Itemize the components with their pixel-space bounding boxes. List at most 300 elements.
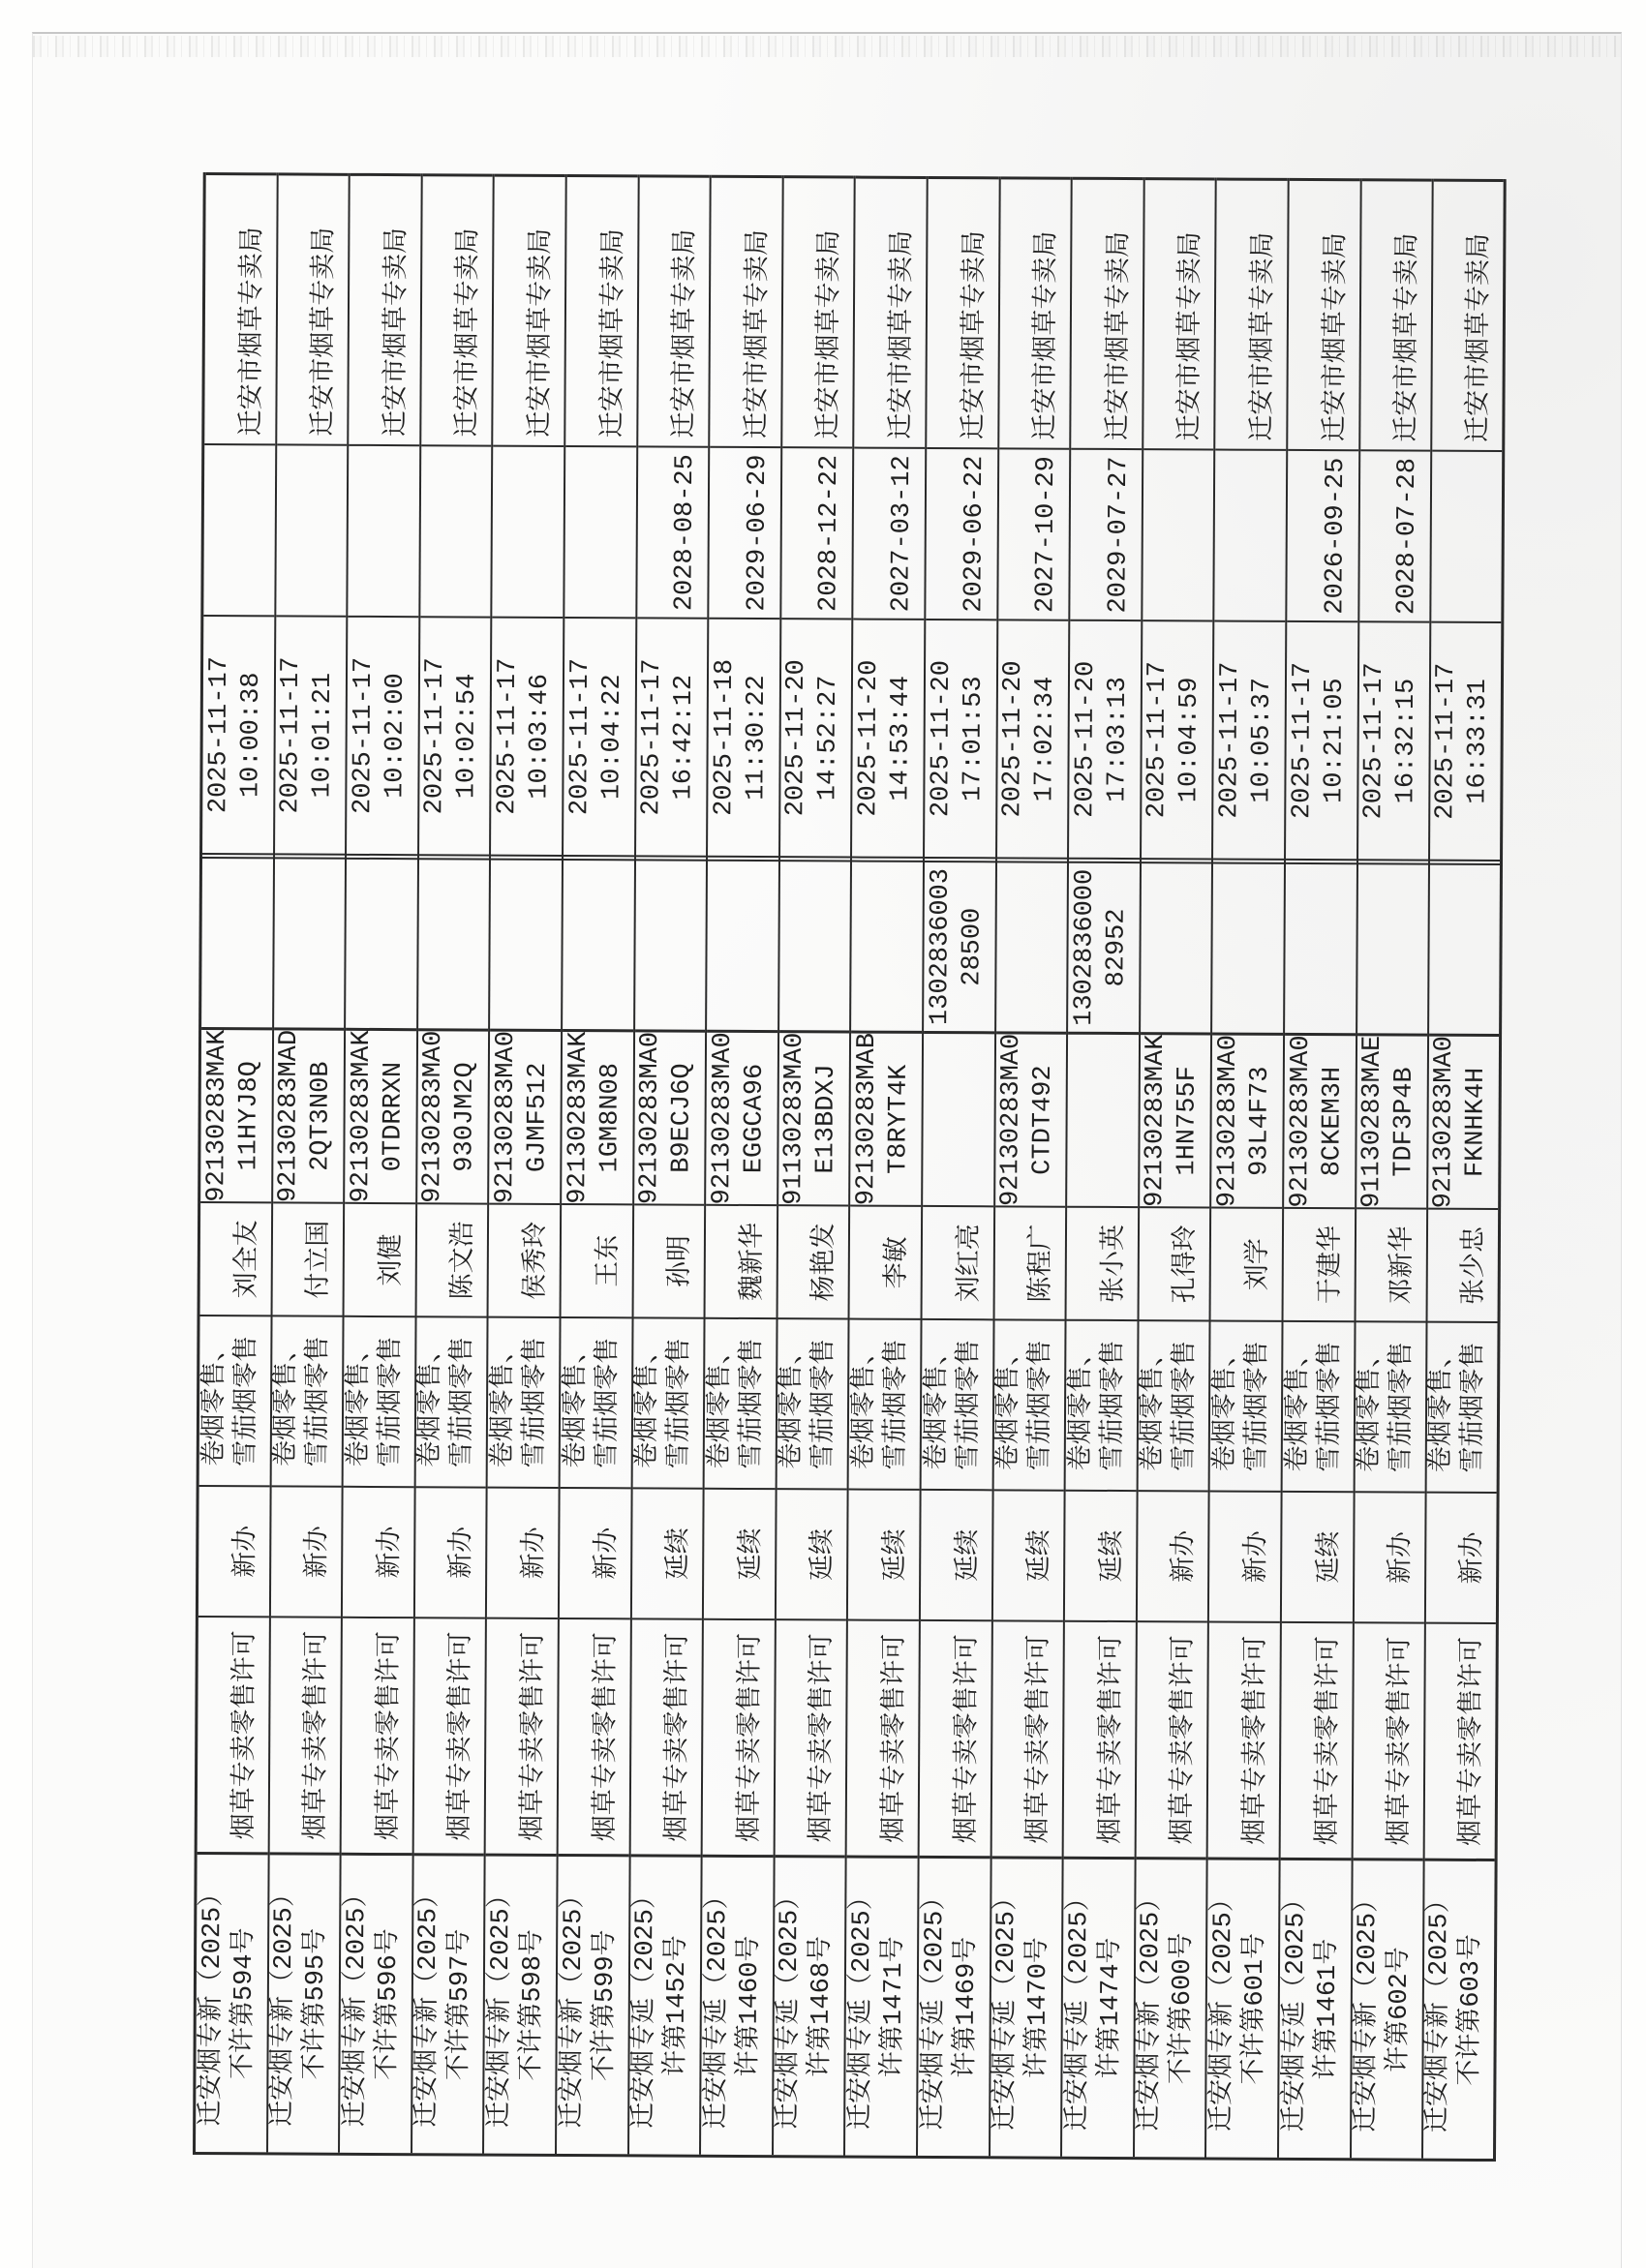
license-type-cell: 烟草专卖零售许可 [1353, 1621, 1424, 1858]
issuing-authority-cell: 迁安市烟草专卖局 [204, 172, 276, 443]
application-type-cell: 延续 [992, 1489, 1063, 1619]
license-number-line: 迁安烟专延（2025） [630, 1882, 661, 2129]
license-number-line: 不许第600号 [1168, 1932, 1199, 2085]
business-scope-line: 雪茄烟零售 [232, 1335, 263, 1467]
credit-code-line: 92130283MAK [346, 1030, 377, 1203]
license-number-cell [340, 1853, 412, 2153]
credit-code-cell [490, 1029, 562, 1203]
decision-clock: 17:02:34 [1030, 676, 1061, 802]
business-scope-line: 卷烟零售、 [200, 1335, 231, 1467]
business-scope-line: 卷烟零售、 [994, 1339, 1025, 1470]
license-number-cell [1062, 1857, 1134, 2157]
business-scope-line: 卷烟零售、 [272, 1335, 303, 1467]
decision-clock: 10:04:22 [596, 674, 627, 801]
decision-clock: 11:30:22 [742, 675, 772, 801]
business-scope-cell [1283, 1320, 1355, 1491]
decision-date: 2025-11-17 [1287, 661, 1318, 820]
license-number-cell [774, 1855, 845, 2155]
valid-until-cell [1431, 450, 1502, 621]
business-scope-cell [199, 1315, 271, 1485]
scan-noise-band [33, 36, 1621, 57]
decision-date: 2025-11-17 [203, 656, 234, 814]
business-scope-line: 雪茄烟零售 [377, 1336, 408, 1467]
table-row [557, 174, 639, 2154]
credit-code-line: 11HYJ8Q [233, 1061, 264, 1171]
valid-until-cell: 2028-08-25 [637, 445, 709, 617]
application-type-cell: 延续 [1282, 1491, 1353, 1621]
credit-code-cell [706, 1030, 777, 1204]
license-table [193, 172, 1507, 2162]
id-number-line: 28500 [957, 907, 988, 986]
decision-time-cell [852, 619, 924, 857]
decision-clock: 16:42:12 [669, 674, 700, 801]
license-type-cell: 烟草专卖零售许可 [342, 1617, 413, 1853]
id-number-cell [851, 857, 923, 1031]
issuing-authority-cell: 迁安市烟草专卖局 [638, 174, 710, 445]
decision-clock: 17:03:13 [1103, 677, 1133, 802]
table-row [484, 174, 566, 2154]
decision-date: 2025-11-17 [493, 657, 524, 815]
id-number-cell [707, 856, 778, 1030]
issuing-authority-cell: 迁安市烟草专卖局 [1143, 177, 1215, 448]
holder-name-cell: 杨艳发 [777, 1204, 848, 1317]
business-scope-line: 卷烟零售、 [706, 1338, 737, 1469]
business-scope-line: 卷烟零售、 [417, 1336, 447, 1467]
decision-date: 2025-11-20 [854, 659, 885, 817]
application-type-cell: 新办 [343, 1486, 413, 1617]
business-scope-cell [632, 1316, 704, 1487]
issuing-authority-cell: 迁安市烟草专卖局 [927, 176, 998, 447]
table-row [196, 172, 278, 2152]
holder-name-cell: 陈程广 [994, 1205, 1065, 1318]
decision-time-cell [1286, 620, 1357, 859]
valid-until-cell: 2027-10-29 [998, 447, 1070, 619]
license-type-cell: 烟草专卖零售许可 [198, 1616, 269, 1852]
business-scope-line: 雪茄烟零售 [521, 1337, 552, 1468]
holder-name-cell: 孔得玲 [1139, 1206, 1209, 1319]
holder-name-cell: 刘全友 [200, 1201, 271, 1315]
id-number-line: 82952 [1102, 908, 1132, 987]
license-number-line: 许第1461号 [1312, 1938, 1343, 2080]
valid-until-cell: 2029-06-22 [926, 447, 997, 619]
holder-name-cell: 李敏 [850, 1205, 921, 1318]
license-number-line: 迁安烟专延（2025） [847, 1884, 878, 2131]
holder-name-cell: 付立国 [272, 1201, 343, 1315]
issuing-authority-cell: 迁安市烟草专卖局 [710, 175, 781, 446]
license-type-cell: 烟草专卖零售许可 [1064, 1620, 1136, 1857]
business-scope-cell [922, 1318, 993, 1489]
decision-time-cell [1358, 620, 1430, 859]
decision-date: 2025-11-20 [781, 659, 812, 817]
decision-time-cell [997, 619, 1069, 857]
table-row [918, 176, 1000, 2156]
business-scope-cell [1355, 1320, 1426, 1491]
application-type-cell: 延续 [631, 1487, 702, 1618]
id-number-cell [1068, 858, 1140, 1032]
decision-clock: 10:02:00 [381, 673, 411, 799]
credit-code-cell [1140, 1032, 1211, 1206]
decision-time-cell [1069, 620, 1141, 858]
table-row [1351, 178, 1433, 2158]
license-number-cell [268, 1852, 340, 2152]
license-number-line: 许第1470号 [1023, 1937, 1054, 2079]
license-type-cell: 烟草专卖零售许可 [1208, 1620, 1280, 1857]
credit-code-line: 92130283MAK [201, 1029, 232, 1202]
business-scope-line: 卷烟零售、 [1427, 1342, 1458, 1473]
decision-date: 2025-11-17 [1143, 661, 1174, 819]
decision-time-cell [419, 616, 491, 854]
decision-date: 2025-11-17 [276, 656, 307, 814]
license-number-line: 迁安烟专新（2025） [1353, 1886, 1384, 2132]
credit-code-line: E13BDXJ [811, 1064, 842, 1174]
id-number-cell [635, 855, 707, 1029]
credit-code-cell [1284, 1033, 1356, 1207]
credit-code-line: CTDT492 [1028, 1065, 1059, 1175]
license-number-line: 不许第594号 [229, 1927, 259, 2080]
credit-code-cell [634, 1029, 706, 1203]
valid-until-cell: 2027-03-12 [854, 447, 926, 619]
decision-time-cell [347, 616, 418, 854]
license-number-line: 迁安烟专新（2025） [486, 1882, 517, 2129]
valid-until-cell [276, 443, 348, 615]
decision-clock: 10:00:38 [235, 672, 266, 799]
business-scope-cell [849, 1318, 921, 1489]
business-scope-line: 雪茄烟零售 [1099, 1340, 1130, 1471]
decision-clock: 10:04:59 [1174, 677, 1205, 803]
id-number-cell [1357, 859, 1429, 1033]
id-number-cell [490, 855, 562, 1029]
id-number-cell [779, 856, 851, 1030]
application-type-cell: 新办 [198, 1485, 269, 1616]
issuing-authority-cell: 迁安市烟草专卖局 [782, 175, 854, 446]
issuing-authority-cell: 迁安市烟草专卖局 [494, 174, 565, 445]
business-scope-line: 雪茄烟零售 [1172, 1340, 1202, 1471]
business-scope-line: 雪茄烟零售 [882, 1339, 913, 1470]
credit-code-line: 92130283MA0 [1213, 1034, 1243, 1208]
id-number-cell [996, 857, 1068, 1031]
credit-code-line: EGGCA96 [740, 1063, 770, 1174]
valid-until-cell [420, 444, 492, 616]
license-number-cell [1279, 1858, 1351, 2158]
credit-code-line: 1GM8N08 [594, 1062, 625, 1173]
business-scope-line: 卷烟零售、 [1140, 1340, 1170, 1471]
application-type-cell: 延续 [704, 1488, 775, 1618]
id-number-cell [1141, 858, 1212, 1032]
decision-time-cell [925, 619, 996, 857]
license-type-cell: 烟草专卖零售许可 [703, 1618, 775, 1855]
id-number-cell [1429, 860, 1500, 1034]
valid-until-cell: 2029-07-27 [1070, 448, 1142, 620]
credit-code-line: 92130283MA0 [418, 1030, 449, 1203]
issuing-authority-cell: 迁安市烟草专卖局 [999, 176, 1071, 447]
decision-clock: 14:52:27 [813, 675, 844, 801]
license-number-line: 不许第601号 [1240, 1932, 1271, 2085]
application-type-cell: 延续 [921, 1489, 991, 1619]
table-row [1423, 179, 1506, 2159]
credit-code-line: T8RYT4K [884, 1064, 914, 1175]
business-scope-cell [1138, 1319, 1209, 1490]
credit-code-line: 91130283MAE [1357, 1035, 1388, 1209]
id-number-cell [418, 854, 490, 1028]
credit-code-line: 91130283MA0 [779, 1032, 810, 1205]
business-scope-line: 雪茄烟零售 [1459, 1342, 1490, 1473]
business-scope-line: 雪茄烟零售 [955, 1339, 985, 1470]
table-row [340, 173, 422, 2153]
license-number-cell [845, 1856, 917, 2156]
table-row [991, 176, 1073, 2156]
credit-code-cell [1356, 1033, 1428, 1207]
license-number-line: 许第1474号 [1096, 1937, 1126, 2079]
business-scope-line: 雪茄烟零售 [665, 1338, 696, 1469]
decision-date: 2025-11-17 [1215, 661, 1245, 819]
application-type-cell: 新办 [271, 1485, 342, 1616]
license-number-line: 迁安烟专新（2025） [269, 1881, 300, 2127]
table-row [1279, 178, 1361, 2158]
issuing-authority-cell: 迁安市烟草专卖局 [349, 173, 420, 444]
decision-time-cell [491, 617, 563, 855]
license-type-cell: 烟草专卖零售许可 [847, 1619, 919, 1856]
business-scope-cell [1210, 1319, 1282, 1490]
decision-clock: 16:33:31 [1463, 679, 1494, 804]
credit-code-cell [995, 1031, 1067, 1205]
business-scope-line: 雪茄烟零售 [1243, 1341, 1274, 1472]
issuing-authority-cell: 迁安市烟草专卖局 [277, 172, 349, 443]
license-number-line: 许第602号 [1385, 1947, 1416, 2072]
business-scope-line: 雪茄烟零售 [449, 1336, 479, 1468]
credit-code-line: 8CKEM3H [1317, 1066, 1348, 1177]
decision-clock: 17:01:53 [958, 676, 989, 802]
decision-date: 2025-11-17 [349, 656, 379, 814]
business-scope-cell [705, 1317, 777, 1488]
license-type-cell: 烟草专卖零售许可 [630, 1618, 702, 1854]
issuing-authority-cell: 迁安市烟草专卖局 [1432, 179, 1503, 450]
valid-until-cell: 2026-09-25 [1287, 449, 1358, 620]
credit-code-line: 930JM2Q [450, 1062, 481, 1172]
business-scope-line: 卷烟零售、 [778, 1338, 808, 1469]
license-number-line: 不许第597号 [445, 1928, 476, 2081]
business-scope-line: 卷烟零售、 [562, 1337, 592, 1468]
business-scope-line: 雪茄烟零售 [304, 1336, 335, 1467]
decision-date: 2025-11-17 [637, 658, 668, 816]
business-scope-cell [415, 1315, 487, 1486]
decision-time-cell [1430, 621, 1501, 860]
decision-time-cell [275, 615, 347, 853]
business-scope-cell [1066, 1319, 1138, 1490]
credit-code-cell [923, 1031, 994, 1205]
credit-code-line: 92130283MA0 [707, 1032, 738, 1205]
credit-code-line: B9ECJ6Q [667, 1063, 698, 1173]
decision-clock: 10:21:05 [1319, 678, 1350, 804]
license-number-line: 不许第603号 [1456, 1934, 1487, 2086]
business-scope-line: 雪茄烟零售 [1026, 1340, 1057, 1471]
license-number-cell [484, 1854, 556, 2154]
decision-time-cell [1213, 620, 1285, 859]
business-scope-line: 雪茄烟零售 [738, 1338, 769, 1469]
holder-name-cell: 刘学 [1211, 1206, 1282, 1319]
decision-date: 2025-11-18 [709, 658, 740, 816]
license-type-cell: 烟草专卖零售许可 [1136, 1620, 1207, 1857]
credit-code-line: 92130283MA0 [996, 1033, 1027, 1207]
license-number-cell [991, 1856, 1062, 2156]
license-number-line: 迁安烟专新（2025） [558, 1882, 590, 2129]
id-number-cell [274, 853, 346, 1027]
table-row [1206, 178, 1289, 2158]
table-row [1135, 177, 1217, 2157]
valid-until-cell [203, 443, 275, 615]
holder-name-cell: 于建华 [1283, 1207, 1354, 1320]
business-scope-line: 卷烟零售、 [489, 1337, 520, 1468]
decision-time-cell [1142, 620, 1213, 858]
valid-until-cell [564, 445, 636, 617]
holder-name-cell: 刘红亮 [922, 1205, 992, 1318]
decision-time-cell [202, 615, 274, 853]
application-type-cell: 延续 [777, 1488, 847, 1618]
license-number-line: 许第1471号 [879, 1936, 910, 2078]
valid-until-cell [493, 445, 564, 617]
license-type-cell: 烟草专卖零售许可 [775, 1618, 846, 1855]
business-scope-cell [1427, 1321, 1498, 1492]
license-number-line: 迁安烟专延（2025） [702, 1883, 734, 2130]
table-row [774, 175, 856, 2155]
table-row [845, 176, 928, 2156]
license-number-line: 迁安烟专新（2025） [197, 1880, 229, 2127]
license-type-cell: 烟草专卖零售许可 [991, 1619, 1063, 1856]
license-type-cell: 烟草专卖零售许可 [413, 1617, 485, 1853]
application-type-cell: 延续 [1065, 1490, 1136, 1620]
valid-until-cell: 2029-06-29 [709, 446, 780, 618]
decision-clock: 14:53:44 [886, 675, 916, 801]
credit-code-line: 1HN755F [1173, 1066, 1204, 1176]
license-number-cell [557, 1854, 628, 2154]
business-scope-line: 卷烟零售、 [633, 1337, 664, 1469]
credit-code-line: 93L4F73 [1245, 1066, 1275, 1177]
holder-name-cell: 魏新华 [706, 1204, 777, 1317]
holder-name-cell: 邓新华 [1356, 1207, 1426, 1320]
business-scope-cell [488, 1316, 560, 1487]
license-type-cell: 烟草专卖零售许可 [559, 1618, 630, 1854]
id-number-cell [563, 855, 634, 1029]
issuing-authority-cell: 迁安市烟草专卖局 [1216, 178, 1288, 449]
credit-code-line: 92130283MAK [563, 1031, 594, 1204]
license-number-line: 迁安烟专新（2025） [1424, 1887, 1455, 2133]
business-scope-cell [777, 1317, 848, 1488]
holder-name-cell: 王东 [562, 1203, 632, 1316]
id-number-cell [346, 854, 417, 1028]
decision-date: 2025-11-17 [1359, 662, 1390, 820]
application-type-cell: 延续 [848, 1489, 919, 1619]
table-row [1062, 177, 1144, 2157]
id-number-line: 1302836000 [1069, 868, 1100, 1026]
id-number-cell [1285, 859, 1356, 1033]
valid-until-cell: 2028-07-28 [1359, 449, 1431, 620]
credit-code-line: 2QT3N0B [306, 1061, 337, 1171]
credit-code-line: 92130283MAB [852, 1032, 883, 1206]
license-number-line: 迁安烟专新（2025） [1208, 1886, 1239, 2132]
license-number-line: 迁安烟专延（2025） [1280, 1886, 1311, 2132]
decision-date: 2025-11-17 [1431, 662, 1462, 820]
license-number-line: 许第1469号 [951, 1936, 982, 2078]
credit-code-line: 0TDRRXN [379, 1061, 409, 1172]
issuing-authority-cell: 迁安市烟草专卖局 [1288, 178, 1359, 449]
table-row [412, 173, 495, 2153]
application-type-cell: 新办 [1209, 1490, 1280, 1620]
credit-code-cell [273, 1027, 345, 1201]
license-type-cell: 烟草专卖零售许可 [1281, 1621, 1353, 1858]
decision-date: 2025-11-20 [1070, 660, 1101, 818]
business-scope-cell [271, 1315, 343, 1485]
credit-code-cell [417, 1028, 489, 1202]
application-type-cell: 新办 [415, 1486, 486, 1617]
license-number-line: 迁安烟专新（2025） [341, 1881, 373, 2128]
credit-code-cell [345, 1028, 416, 1202]
decision-time-cell [780, 618, 852, 856]
license-number-cell [1206, 1857, 1278, 2157]
table-row [701, 175, 783, 2155]
id-number-cell [1212, 859, 1284, 1033]
issuing-authority-cell: 迁安市烟草专卖局 [855, 176, 927, 447]
license-number-line: 迁安烟专新（2025） [413, 1881, 444, 2128]
license-number-cell [918, 1856, 990, 2156]
license-number-cell [1135, 1857, 1206, 2157]
decision-date: 2025-11-20 [998, 660, 1029, 818]
valid-until-cell [349, 444, 420, 616]
license-number-line: 迁安烟专延（2025） [1063, 1885, 1095, 2132]
decision-clock: 10:01:21 [308, 672, 339, 799]
credit-code-line: 92130283MAD [274, 1029, 305, 1203]
decision-date: 2025-11-17 [564, 657, 595, 816]
decision-date: 2025-11-17 [420, 657, 451, 815]
business-scope-line: 雪茄烟零售 [594, 1337, 624, 1468]
license-number-line: 许第1468号 [807, 1935, 838, 2077]
license-number-line: 许第1452号 [662, 1935, 693, 2077]
application-type-cell: 新办 [1138, 1490, 1208, 1620]
holder-name-cell: 刘健 [345, 1202, 415, 1315]
credit-code-line: TDF3P4B [1389, 1067, 1419, 1177]
business-scope-line: 卷烟零售、 [1067, 1340, 1098, 1471]
license-number-line: 迁安烟专延（2025） [919, 1884, 951, 2131]
business-scope-line: 雪茄烟零售 [1387, 1341, 1418, 1473]
credit-code-line: FKNHK4H [1461, 1067, 1491, 1178]
license-number-cell [412, 1853, 484, 2153]
business-scope-line: 卷烟零售、 [1356, 1341, 1387, 1472]
issuing-authority-cell: 迁安市烟草专卖局 [565, 174, 637, 445]
license-number-line: 不许第598号 [518, 1928, 549, 2081]
credit-code-cell [1211, 1032, 1283, 1206]
license-number-line: 迁安烟专新（2025） [1136, 1885, 1167, 2132]
holder-name-cell: 孙明 [633, 1203, 704, 1316]
license-number-cell [1351, 1858, 1422, 2158]
license-number-cell [196, 1852, 267, 2152]
table-row [268, 172, 351, 2152]
decision-clock: 10:02:54 [452, 673, 483, 800]
license-number-line: 许第1460号 [735, 1935, 765, 2077]
credit-code-line: 92130283MA0 [1429, 1036, 1460, 1209]
decision-date: 2025-11-20 [926, 659, 957, 818]
holder-name-cell: 张小英 [1067, 1206, 1138, 1319]
license-type-cell: 烟草专卖零售许可 [486, 1618, 558, 1854]
decision-time-cell [708, 618, 779, 856]
license-type-cell: 烟草专卖零售许可 [269, 1616, 341, 1852]
holder-name-cell: 侯秀玲 [489, 1203, 560, 1316]
decision-time-cell [636, 617, 708, 855]
valid-until-cell [1143, 448, 1214, 620]
credit-code-line: GJMF512 [523, 1062, 553, 1173]
license-type-cell: 烟草专卖零售许可 [1425, 1622, 1496, 1859]
license-number-line: 迁安烟专延（2025） [991, 1884, 1022, 2131]
business-scope-line: 雪茄烟零售 [1316, 1341, 1346, 1472]
credit-code-line: 92130283MA0 [635, 1031, 666, 1205]
business-scope-line: 卷烟零售、 [850, 1339, 881, 1470]
